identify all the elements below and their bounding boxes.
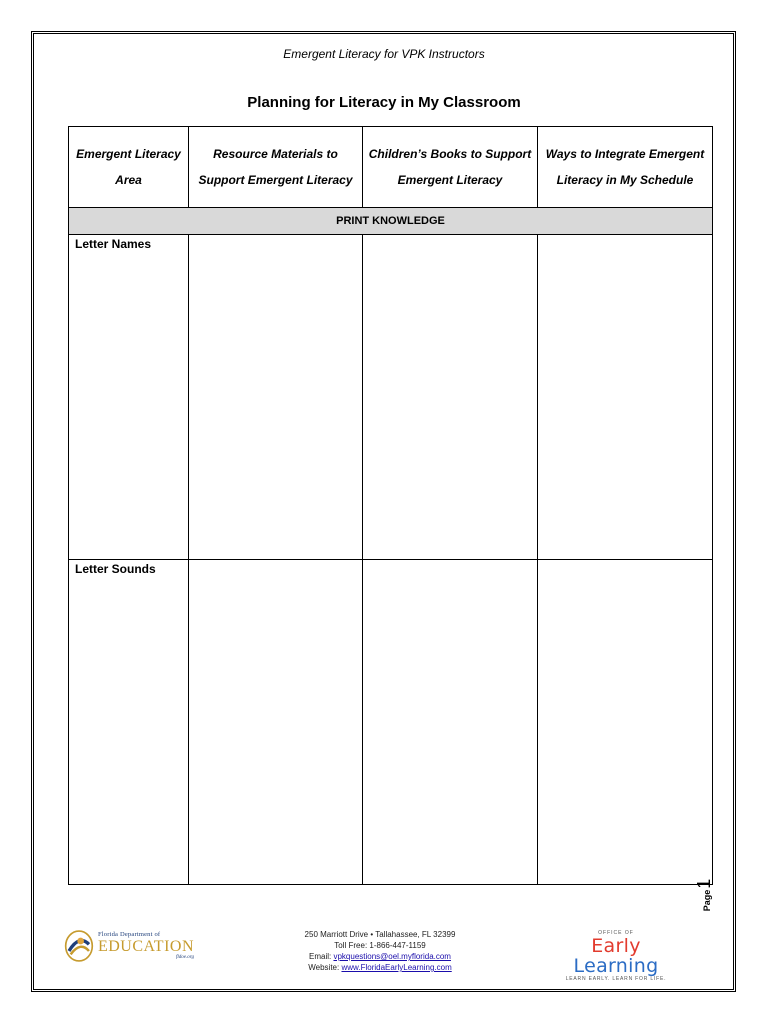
el-office-label: OFFICE OF <box>598 930 634 936</box>
el-tagline: LEARN EARLY. LEARN FOR LIFE. <box>565 976 667 982</box>
fdoe-line3: fldoe.org <box>175 954 194 960</box>
footer-email-label: Email: <box>309 952 332 961</box>
fdoe-logo <box>64 922 194 970</box>
cell-resources-letter-names[interactable] <box>189 235 363 560</box>
cell-schedule-letter-sounds[interactable] <box>538 560 713 885</box>
area-label-letter-sounds: Letter Sounds <box>69 560 189 885</box>
column-header-resources: Resource Materials to Support Emergent Literacy <box>189 127 363 208</box>
fdoe-seal-icon <box>64 926 94 966</box>
footer-website-label: Website: <box>308 963 340 972</box>
fdoe-line2: EDUCATION <box>97 937 194 955</box>
cell-resources-letter-sounds[interactable] <box>189 560 363 885</box>
cell-schedule-letter-names[interactable] <box>538 235 713 560</box>
footer-email-link[interactable]: vpkquestions@oel.myflorida.com <box>333 952 451 961</box>
area-label-letter-names: Letter Names <box>69 235 189 560</box>
column-header-area: Emergent Literacy Area <box>69 127 189 208</box>
footer-website-link[interactable]: www.FloridaEarlyLearning.com <box>341 963 452 972</box>
footer-email-line <box>260 951 500 962</box>
el-name-word2: Learning <box>573 955 659 977</box>
footer-address-line: 250 Marriott Drive • Tallahassee, FL 32399 <box>304 930 456 939</box>
cell-books-letter-sounds[interactable] <box>363 560 538 885</box>
page-number <box>694 875 724 915</box>
planning-table <box>68 126 713 885</box>
early-learning-logo <box>546 930 686 982</box>
column-header-schedule: Ways to Integrate Emergent Literacy in My Schedule <box>538 127 713 208</box>
footer-toll-free: Toll Free: 1-866-447-1159 <box>334 941 426 950</box>
running-header: Emergent Literacy for VPK Instructors <box>283 47 485 61</box>
page-title: Planning for Literacy in My Classroom <box>247 94 521 111</box>
footer-website-line <box>260 962 500 973</box>
el-name <box>546 936 686 976</box>
section-row <box>69 208 713 235</box>
column-header-books: Children’s Books to Support Emergent Literacy <box>363 127 538 208</box>
footer-contact <box>260 929 500 973</box>
page-number-value: 1 <box>694 878 714 889</box>
fdoe-line1: Florida Department of <box>97 931 161 939</box>
page-number-label: Page <box>702 889 712 912</box>
table-row <box>69 560 713 885</box>
el-name-word1: Early <box>591 935 641 957</box>
table-header-row <box>69 127 713 208</box>
cell-books-letter-names[interactable] <box>363 235 538 560</box>
table-row <box>69 235 713 560</box>
section-label: PRINT KNOWLEDGE <box>69 208 713 235</box>
